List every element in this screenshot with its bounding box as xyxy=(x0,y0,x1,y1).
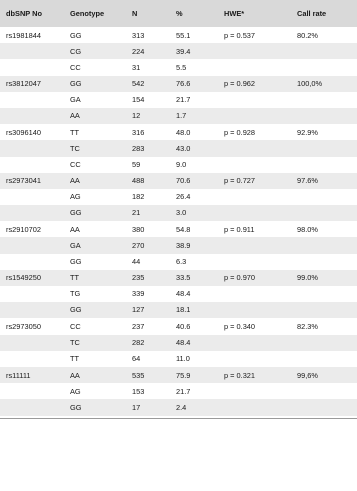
cell-n: 542 xyxy=(126,76,170,92)
cell-n: 316 xyxy=(126,124,170,140)
cell-percent: 1.7 xyxy=(176,111,187,121)
cell-dbsnp xyxy=(0,43,64,59)
cell-n: 488 xyxy=(126,173,170,189)
cell-percent: 9.0 xyxy=(176,159,187,169)
table-row xyxy=(0,351,357,367)
cell-genotype: CC xyxy=(70,159,81,169)
cell-call-rate xyxy=(291,399,357,415)
cell-n: 182 xyxy=(132,192,145,202)
cell-percent: 3.0 xyxy=(176,208,187,218)
cell-genotype: GG xyxy=(70,208,82,218)
cell-dbsnp xyxy=(0,302,64,318)
cell-n: 270 xyxy=(132,240,145,250)
cell-hwe xyxy=(218,351,291,367)
table-row xyxy=(0,237,357,253)
cell-dbsnp: rs2973050 xyxy=(0,318,64,334)
header-dbsnp: dbSNP No xyxy=(6,8,42,18)
cell-dbsnp xyxy=(0,351,64,367)
cell-percent: 54.8 xyxy=(170,221,218,237)
cell-hwe: p = 0.537 xyxy=(218,27,291,43)
table-row xyxy=(0,286,357,302)
cell-hwe: p = 0.970 xyxy=(218,270,291,286)
cell-call-rate xyxy=(291,205,357,221)
cell-hwe xyxy=(218,157,291,173)
cell-genotype: TT xyxy=(64,270,126,286)
table-row xyxy=(0,76,357,92)
header-call-rate: Call rate xyxy=(297,8,327,18)
cell-genotype: CG xyxy=(70,46,82,56)
cell-n: 282 xyxy=(132,337,145,347)
cell-call-rate xyxy=(291,140,357,156)
table-row xyxy=(0,27,357,43)
cell-hwe xyxy=(218,302,291,318)
header-percent: % xyxy=(176,8,183,18)
cell-dbsnp: rs2973041 xyxy=(0,173,64,189)
cell-percent: 6.3 xyxy=(176,256,187,266)
cell-call-rate: 99,6% xyxy=(291,367,357,383)
table-row xyxy=(0,140,357,156)
cell-dbsnp xyxy=(0,92,64,108)
table-row xyxy=(0,124,357,140)
cell-n: 153 xyxy=(132,386,145,396)
table-row xyxy=(0,302,357,318)
cell-genotype: AA xyxy=(64,367,126,383)
table-row xyxy=(0,335,357,351)
cell-hwe xyxy=(218,399,291,415)
cell-call-rate: 97.6% xyxy=(291,173,357,189)
table-row xyxy=(0,399,357,415)
cell-genotype: AG xyxy=(70,386,81,396)
cell-genotype: GG xyxy=(70,256,82,266)
cell-n: 44 xyxy=(132,256,141,266)
cell-n: 31 xyxy=(132,62,141,72)
cell-genotype: TT xyxy=(70,353,80,363)
cell-hwe: p = 0.727 xyxy=(218,173,291,189)
cell-percent: 40.6 xyxy=(170,318,218,334)
cell-dbsnp: rs1549250 xyxy=(0,270,64,286)
cell-dbsnp: rs3096140 xyxy=(0,124,64,140)
cell-percent: 38.9 xyxy=(176,240,191,250)
cell-call-rate xyxy=(291,383,357,399)
cell-genotype: GG xyxy=(64,76,126,92)
cell-genotype: GA xyxy=(70,95,81,105)
table-row xyxy=(0,43,357,59)
table-row xyxy=(0,205,357,221)
table-header-row xyxy=(0,0,357,27)
cell-call-rate xyxy=(291,302,357,318)
cell-hwe xyxy=(218,335,291,351)
cell-percent: 21.7 xyxy=(176,386,191,396)
cell-dbsnp xyxy=(0,157,64,173)
cell-hwe xyxy=(218,140,291,156)
cell-hwe: p = 0.911 xyxy=(218,221,291,237)
cell-hwe: p = 0.321 xyxy=(218,367,291,383)
cell-dbsnp xyxy=(0,383,64,399)
cell-call-rate xyxy=(291,157,357,173)
cell-dbsnp xyxy=(0,189,64,205)
cell-genotype: CC xyxy=(70,62,81,72)
table-row xyxy=(0,157,357,173)
cell-percent: 76.6 xyxy=(170,76,218,92)
cell-dbsnp: rs3812047 xyxy=(0,76,64,92)
cell-dbsnp xyxy=(0,140,64,156)
cell-genotype: TC xyxy=(70,337,80,347)
cell-percent: 5.5 xyxy=(176,62,187,72)
cell-dbsnp xyxy=(0,205,64,221)
table-body xyxy=(0,27,357,416)
cell-percent: 48.0 xyxy=(170,124,218,140)
cell-dbsnp: rs2910702 xyxy=(0,221,64,237)
cell-genotype: AA xyxy=(64,221,126,237)
cell-call-rate xyxy=(291,92,357,108)
cell-call-rate: 80.2% xyxy=(291,27,357,43)
table-row xyxy=(0,254,357,270)
cell-n: 127 xyxy=(132,305,145,315)
cell-call-rate xyxy=(291,335,357,351)
cell-genotype: TT xyxy=(64,124,126,140)
cell-n: 339 xyxy=(132,289,145,299)
cell-n: 380 xyxy=(126,221,170,237)
cell-call-rate xyxy=(291,108,357,124)
cell-n: 17 xyxy=(132,402,141,412)
header-n: N xyxy=(132,8,138,18)
cell-genotype: GG xyxy=(64,27,126,43)
cell-n: 283 xyxy=(132,143,145,153)
cell-call-rate: 99.0% xyxy=(291,270,357,286)
header-genotype: Genotype xyxy=(70,8,105,18)
cell-n: 12 xyxy=(132,111,141,121)
cell-genotype: AA xyxy=(64,173,126,189)
cell-percent: 26.4 xyxy=(176,192,191,202)
cell-percent: 48.4 xyxy=(176,289,191,299)
cell-percent: 70.6 xyxy=(170,173,218,189)
cell-genotype: AG xyxy=(70,192,81,202)
cell-percent: 75.9 xyxy=(170,367,218,383)
cell-call-rate xyxy=(291,237,357,253)
cell-dbsnp xyxy=(0,254,64,270)
table-row xyxy=(0,318,357,334)
cell-percent: 33.5 xyxy=(170,270,218,286)
cell-hwe xyxy=(218,43,291,59)
cell-hwe: p = 0.340 xyxy=(218,318,291,334)
cell-dbsnp xyxy=(0,108,64,124)
cell-percent: 39.4 xyxy=(176,46,191,56)
table-row xyxy=(0,189,357,205)
cell-hwe xyxy=(218,254,291,270)
cell-dbsnp xyxy=(0,59,64,75)
cell-hwe xyxy=(218,286,291,302)
cell-n: 64 xyxy=(132,353,141,363)
cell-hwe xyxy=(218,59,291,75)
cell-genotype: TC xyxy=(70,143,80,153)
table-row xyxy=(0,221,357,237)
cell-hwe: p = 0.962 xyxy=(218,76,291,92)
table-row xyxy=(0,270,357,286)
cell-hwe xyxy=(218,108,291,124)
cell-call-rate: 92.9% xyxy=(291,124,357,140)
cell-hwe xyxy=(218,237,291,253)
cell-dbsnp xyxy=(0,335,64,351)
cell-dbsnp: rs11111 xyxy=(0,367,64,383)
header-hwe: HWE* xyxy=(224,8,245,18)
table-row xyxy=(0,108,357,124)
cell-call-rate xyxy=(291,43,357,59)
cell-n: 535 xyxy=(126,367,170,383)
cell-dbsnp xyxy=(0,286,64,302)
cell-hwe xyxy=(218,205,291,221)
table-row xyxy=(0,173,357,189)
cell-percent: 55.1 xyxy=(170,27,218,43)
cell-call-rate: 98.0% xyxy=(291,221,357,237)
cell-n: 313 xyxy=(126,27,170,43)
cell-dbsnp xyxy=(0,237,64,253)
cell-percent: 43.0 xyxy=(176,143,191,153)
cell-call-rate xyxy=(291,189,357,205)
table-row xyxy=(0,383,357,399)
cell-percent: 11.0 xyxy=(176,353,190,363)
cell-genotype: AA xyxy=(70,111,80,121)
cell-genotype: GA xyxy=(70,240,81,250)
cell-genotype: GG xyxy=(70,402,82,412)
cell-genotype: TG xyxy=(70,289,81,299)
table-row xyxy=(0,92,357,108)
cell-call-rate: 100,0% xyxy=(291,76,357,92)
cell-call-rate: 82.3% xyxy=(291,318,357,334)
cell-call-rate xyxy=(291,351,357,367)
cell-dbsnp xyxy=(0,399,64,415)
cell-call-rate xyxy=(291,59,357,75)
cell-percent: 18.1 xyxy=(176,305,191,315)
cell-n: 224 xyxy=(132,46,145,56)
cell-call-rate xyxy=(291,254,357,270)
cell-genotype: CC xyxy=(64,318,126,334)
cell-n: 235 xyxy=(126,270,170,286)
cell-percent: 21.7 xyxy=(176,95,191,105)
cell-hwe: p = 0.928 xyxy=(218,124,291,140)
cell-hwe xyxy=(218,189,291,205)
cell-call-rate xyxy=(291,286,357,302)
table-row xyxy=(0,59,357,75)
cell-n: 59 xyxy=(132,159,141,169)
cell-percent: 2.4 xyxy=(176,402,187,412)
cell-hwe xyxy=(218,92,291,108)
cell-percent: 48.4 xyxy=(176,337,191,347)
table-bottom-rule xyxy=(0,418,357,419)
cell-n: 237 xyxy=(126,318,170,334)
table-row xyxy=(0,367,357,383)
cell-n: 154 xyxy=(132,95,145,105)
cell-genotype: GG xyxy=(70,305,82,315)
cell-n: 21 xyxy=(132,208,141,218)
cell-hwe xyxy=(218,383,291,399)
cell-dbsnp: rs1981844 xyxy=(0,27,64,43)
